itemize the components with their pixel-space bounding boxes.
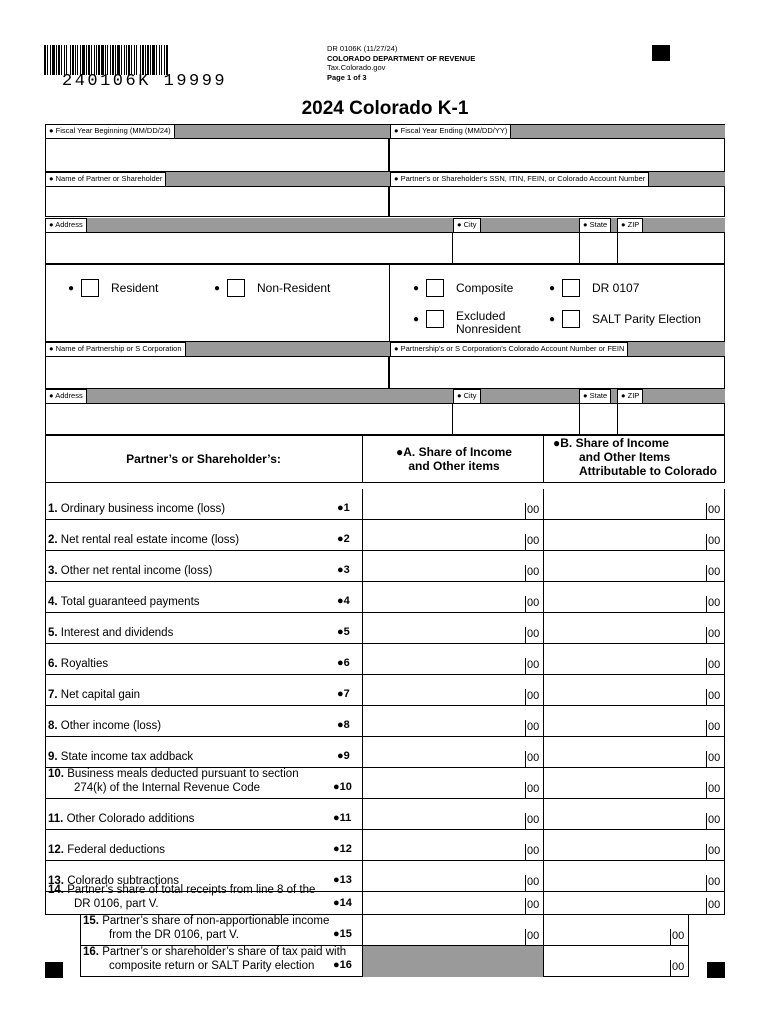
line-6-column-b-field[interactable] (543, 644, 725, 675)
partner-id-field[interactable] (389, 186, 725, 217)
line-13-label: 13. Colorado subtractions (48, 875, 180, 887)
partnership-name-label: ● Name of Partnership or S Corporation (45, 342, 186, 356)
form-id: DR 0106K (11/27/24) (327, 44, 398, 53)
line-1-column-b-field[interactable] (543, 489, 725, 520)
partnership-id-field[interactable] (389, 356, 725, 389)
composite-checkbox[interactable] (426, 279, 444, 297)
line-3-column-b-field[interactable] (543, 551, 725, 582)
line-10-column-a-cents: 00 (527, 783, 540, 795)
line-16-label: 16. Partner’s or shareholder’s share of tax paid with composite return or SALT Parity election (83, 946, 347, 972)
line-7-column-b-field[interactable] (543, 675, 725, 706)
non-resident-checkbox[interactable] (227, 279, 245, 297)
salt-parity-label: SALT Parity Election (592, 312, 701, 326)
form-title: 2024 Colorado K-1 (301, 98, 469, 119)
salt-parity-checkbox[interactable] (562, 310, 580, 328)
line-1-label: 1. Ordinary business income (loss) (48, 503, 226, 515)
line-3-marker: ●3 (337, 564, 350, 576)
line-6-column-a-field[interactable] (362, 644, 544, 675)
partner-id-label: ● Partner's or Shareholder's SSN, ITIN, FEIN, or Colorado Account Number (390, 172, 649, 186)
non-resident-label: Non-Resident (257, 281, 331, 295)
zip-label: ● ZIP (617, 218, 643, 232)
city-label: ● City (453, 218, 481, 232)
line-14-marker: ●14 (333, 897, 352, 909)
line-5-column-a-field[interactable] (362, 613, 544, 644)
line-8-column-a-cents: 00 (527, 721, 540, 733)
address2-field[interactable] (45, 403, 453, 435)
line-4-column-a-field[interactable] (362, 582, 544, 613)
partnership-id-label: ● Partnership's or S Corporation's Colorado Account Number or FEIN (390, 342, 628, 356)
zip2-label: ● ZIP (617, 389, 643, 403)
line-1-column-a-cents: 00 (527, 504, 540, 516)
dr0107-checkbox[interactable] (562, 279, 580, 297)
line-5-label: 5. Interest and dividends (48, 627, 174, 639)
line-10-marker: ●10 (333, 781, 352, 793)
form-header (327, 44, 475, 82)
line-16-column-a-field (362, 946, 544, 977)
line-7-marker: ●7 (337, 688, 350, 700)
line-15-column-a-cents: 00 (527, 930, 540, 942)
line-14-label: 14. Partner’s share of total receipts from line 8 of the DR 0106, part V. (48, 884, 316, 910)
line-14-column-b-cents: 00 (708, 899, 721, 911)
partner-column-header: Partner’s or Shareholder’s: (126, 452, 281, 466)
line-4-column-a-cents: 00 (527, 597, 540, 609)
city-field[interactable] (452, 232, 580, 264)
line-1-column-a-field[interactable] (362, 489, 544, 520)
column-b-header: ●B. Share of Income and Other Items Attributable to Colorado (553, 436, 717, 478)
line-9-column-a-cents: 00 (527, 752, 540, 764)
line-8-column-b-cents: 00 (708, 721, 721, 733)
line-9-marker: ●9 (337, 750, 350, 762)
website: Tax.Colorado.gov (327, 63, 386, 72)
line-5-marker: ●5 (337, 626, 350, 638)
dr0107-label: DR 0107 (592, 281, 640, 295)
line-2-column-a-cents: 00 (527, 535, 540, 547)
line-10-label: 10. Business meals deducted pursuant to section 274(k) of the Internal Revenue Code (48, 768, 299, 794)
line-4-label: 4. Total guaranteed payments (48, 596, 200, 608)
line-9-label: 9. State income tax addback (48, 751, 194, 763)
excluded-nonresident-checkbox[interactable] (426, 310, 444, 328)
line-9-column-b-cents: 00 (708, 752, 721, 764)
line-7-column-a-field[interactable] (362, 675, 544, 706)
line-5-column-b-cents: 00 (708, 628, 721, 640)
line-10-column-a-field[interactable] (362, 762, 544, 799)
state2-field[interactable] (579, 403, 618, 435)
line-15-label: 15. Partner’s share of non-apportionable income from the DR 0106, part V. (83, 915, 330, 941)
column-a-header: ●A. Share of Income and Other items (396, 445, 512, 473)
excluded-nonresident-label: Excluded Nonresident (456, 309, 521, 336)
partner-name-label: ● Name of Partner or Shareholder (45, 172, 166, 186)
line-2-label: 2. Net rental real estate income (loss) (48, 534, 240, 546)
line-6-marker: ●6 (337, 657, 350, 669)
line-16-column-b-cents: 00 (672, 961, 685, 973)
composite-label: Composite (456, 281, 514, 295)
line-4-column-b-cents: 00 (708, 597, 721, 609)
line-14-column-a-field[interactable] (362, 884, 544, 915)
address-field[interactable] (45, 232, 453, 264)
line-6-column-a-cents: 00 (527, 659, 540, 671)
city2-field[interactable] (452, 403, 580, 435)
address-label: ● Address (45, 218, 87, 232)
registration-mark-bottom-left (45, 962, 63, 978)
city2-label: ● City (453, 389, 481, 403)
line-8-marker: ●8 (337, 719, 350, 731)
line-15-column-b-field[interactable] (543, 915, 689, 946)
line-16-marker: ●16 (333, 959, 352, 971)
resident-checkbox[interactable] (81, 279, 99, 297)
line-13-column-b-cents: 00 (708, 876, 721, 888)
line-12-column-b-field[interactable] (543, 830, 725, 861)
line-5-column-b-field[interactable] (543, 613, 725, 644)
line-3-column-a-cents: 00 (527, 566, 540, 578)
registration-mark-bottom-right (707, 962, 725, 978)
line-12-column-b-cents: 00 (708, 845, 721, 857)
line-15-column-b-cents: 00 (672, 930, 685, 942)
state-field[interactable] (579, 232, 618, 264)
barcode (44, 45, 252, 75)
line-2-column-b-field[interactable] (543, 520, 725, 551)
line-11-label: 11. Other Colorado additions (48, 813, 195, 825)
line-3-label: 3. Other net rental income (loss) (48, 565, 213, 577)
line-11-column-a-cents: 00 (527, 814, 540, 826)
line-14-column-b-field[interactable] (543, 884, 725, 915)
barcode-number: 240106K 19999 (62, 72, 228, 91)
line-2-column-b-cents: 00 (708, 535, 721, 547)
fy-begin-label: ● Fiscal Year Beginning (MM/DD/24) (45, 124, 175, 138)
zip2-field[interactable] (617, 403, 725, 435)
address2-label: ● Address (45, 389, 87, 403)
line-3-column-a-field[interactable] (362, 551, 544, 582)
line-10-column-b-field[interactable] (543, 762, 725, 799)
line-6-column-b-cents: 00 (708, 659, 721, 671)
line-10-column-b-cents: 00 (708, 783, 721, 795)
line-2-marker: ●2 (337, 533, 350, 545)
line-11-marker: ●11 (333, 812, 352, 824)
state-label: ● State (579, 218, 611, 232)
line-6-label: 6. Royalties (48, 658, 109, 670)
fy-end-field[interactable] (389, 138, 725, 172)
line-15-marker: ●15 (333, 928, 352, 940)
line-7-label: 7. Net capital gain (48, 689, 141, 701)
line-8-column-a-field[interactable] (362, 706, 544, 737)
line-1-marker: ●1 (337, 502, 350, 514)
line-8-label: 8. Other income (loss) (48, 720, 162, 732)
line-12-label: 12. Federal deductions (48, 844, 165, 856)
line-4-marker: ●4 (337, 595, 350, 607)
line-1-column-b-cents: 00 (708, 504, 721, 516)
state2-label: ● State (579, 389, 611, 403)
line-12-marker: ●12 (333, 843, 352, 855)
fy-end-label: ● Fiscal Year Ending (MM/DD/YY) (390, 124, 511, 138)
registration-mark (652, 45, 670, 61)
line-16-column-b-field[interactable] (543, 946, 689, 977)
fy-begin-field[interactable] (45, 138, 389, 172)
line-5-column-a-cents: 00 (527, 628, 540, 640)
line-13-column-a-cents: 00 (527, 876, 540, 888)
line-2-column-a-field[interactable] (362, 520, 544, 551)
department-name: COLORADO DEPARTMENT OF REVENUE (327, 53, 476, 63)
line-7-column-a-cents: 00 (527, 690, 540, 702)
line-11-column-a-field[interactable] (362, 799, 544, 830)
line-15-column-a-field[interactable] (362, 915, 544, 946)
line-11-column-b-field[interactable] (543, 799, 725, 830)
line-4-column-b-field[interactable] (543, 582, 725, 613)
line-8-column-b-field[interactable] (543, 706, 725, 737)
line-3-column-b-cents: 00 (708, 566, 721, 578)
line-7-column-b-cents: 00 (708, 690, 721, 702)
line-11-column-b-cents: 00 (708, 814, 721, 826)
status-section (45, 264, 725, 342)
resident-label: Resident (111, 281, 159, 295)
page-number: Page 1 of 3 (327, 72, 367, 82)
line-13-marker: ●13 (333, 874, 352, 886)
partnership-name-field[interactable] (45, 356, 389, 389)
line-12-column-a-cents: 00 (527, 845, 540, 857)
line-12-column-a-field[interactable] (362, 830, 544, 861)
zip-field[interactable] (617, 232, 725, 264)
line-14-column-a-cents: 00 (527, 899, 540, 911)
partner-name-field[interactable] (45, 186, 389, 217)
